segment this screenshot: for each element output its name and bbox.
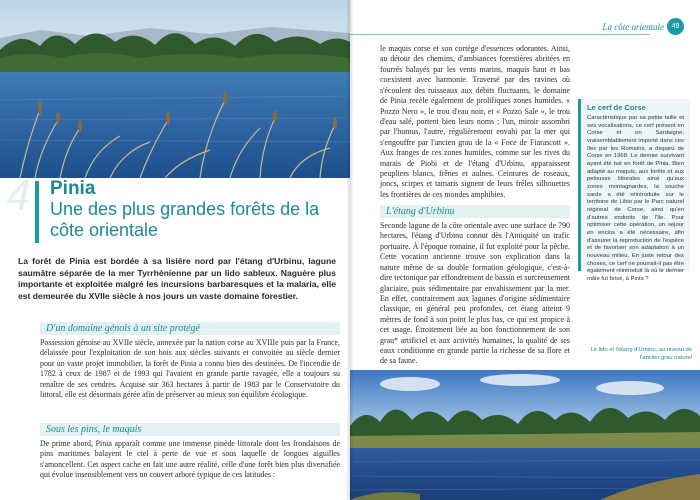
header-rule — [350, 34, 650, 35]
section-text-maquis: De prime abord, Pinia apparaît comme une immense pinède littorale dont les frondaisons de pins maritimes balayent le ciel à perte de vue et sous laquelle de longues aiguilles s'amoncellent. Cet aspect cache en fait une autre réalité, celle d'une forêt bien plus diversifiée qui évolue insensiblement vers un couvert arboré typique de ces latitudes : — [40, 439, 340, 480]
section-heading-urbinu: L'étang d'Urbinu — [380, 205, 570, 218]
sidebar-box-corsican-deer — [578, 99, 690, 283]
section-text-genoese: Possession génoise au XVIIe siècle, annexée par la nation corse au XVIIIe puis par la France, délaissée pour l'exploitation de son bois aux siècles suivants et convoitée au siècle dernier pour un vaste projet immobilier, la forêt de Pinia a connu bien des destinées. De l'incendie de 1782 à ceux de 1987 et de 1993 qui l'avaient en grande partie ravagée, elle a toujours su renaître de ses cendres. Acquise sur 363 hectares à partir de 1983 par le Conservatoire du littoral, elle est désormais gérée afin de préserver au mieux son équilibre écologique. — [40, 338, 340, 400]
sidebar-title: Le cerf de Corse — [587, 103, 646, 112]
section-heading-genoese: D'un domaine génois à un site protégé — [40, 322, 340, 335]
chapter-title: Pinia — [50, 178, 96, 199]
pond-trees-photo — [350, 370, 700, 500]
intro-paragraph: La forêt de Pinia est bordée à sa lisière nord par l'étang d'Urbinu, lagune saumâtre séparée de la mer Tyrrhénienne par un lido sableux. Naguère plus importante et exploitée malgré les incursions barbaresques et la malaria, elle est demeurée du XVIIe siècle à nos jours un vaste domaine forestier. — [18, 256, 336, 301]
text-maquis-continued: le maquis corse et son cortège d'essences odorantes. Ainsi, au détour des chemins, d'ambiances forestières abritées en fourrés balayés par les vents marins, maquis haut et bas coexistent avec harmonie. Traversé par des ravines où s'écoulent des ruisseaux aux débits fluctuants, le domaine de Pinia recèle également de prolifiques zones humides. « Pozzo Nero », le trou d'eau noir, et « Pozzo Sale », le trou d'eau salé, portent bien leurs noms ; l'un, miroir assombri par l'humus, l'autre, régulièrement envahi par la mer qui s'engouffre par l'ancien grau de la « Foce de Fiarascott ». Aux franges de ces zones humides, comme sur les rives du marais de Piobi et de l'étang d'Urbinu, apparaissent peupliers blancs, frênes et aulnes. Ceintures de roseaux, joncs, scirpes et tamaris signent de leurs frêles silhouettes les frontières de ces mondes amphibies. — [380, 44, 570, 199]
right-page — [350, 0, 700, 500]
chapter-number: 4 — [6, 171, 31, 220]
chapter-subtitle: Une des plus grandes forêts de la côte orientale — [50, 199, 320, 240]
lake-reeds-photo — [0, 0, 350, 178]
chapter-title-block — [0, 171, 350, 248]
page-number: 49 — [667, 18, 684, 35]
photo-caption: Le lido et l'étang d'Urbinu, au niveau de l'ancien grau naturel — [590, 347, 692, 361]
running-head: La côte orientale — [602, 22, 664, 32]
title-accent-bar — [35, 181, 39, 243]
section-heading-maquis: Sous les pins, le maquis — [40, 423, 340, 436]
section-text-urbinu: Seconde lagune de la côte orientale avec une surface de 790 hectares, l'étang d'Urbinu connut dès l'Antiquité un trafic portuaire. À l'époque romaine, il fut exploité pour la pêche. Cette vocation ancienne trouve son explication dans la nature même de sa double formation géologique, c'est-à-dire tectonique par effondrement de bassin et surcreusement glaciaire, puis sédimentaire par envahissement par la mer. En effet, contrairement aux lagunes d'origine sédimentaire classique, en général peu profondes, cet étang atteint 9 mètres de fond à son point le plus bas, ce qui est propice à cet usage. Étroitement liée au bon fonctionnement de son grau* artificiel et aux activités humaines, la qualité de ses eaux conditionne en grande partie la richesse de sa flore et de sa faune. — [380, 221, 570, 366]
sidebar-text: Caractéristique par sa petite taille et ses vocalisations, ce cerf présent en Corse et en Sardaigne, vraisemblablement importé dans ces îles par les Romains, a disparu de Corse en 1968. Le dernier survivant ayant été tué en forêt de Pinia. Bien adapté au maquis, aux forêts et aux pelouses littorales ainsi qu'aux zones montagnardes, la souche sarde a été réintroduite sur le territoire de Libio par le Parc naturel régional de Corse, ainsi qu'en d'autres endroits de l'île. Pour optimiser cette opération, un séjour en enclos a été nécessaire, afin d'assurer la reproduction de l'espèce et de favoriser son adaptation à un nouveau milieu. En juste retour des choses, ce cerf ne pourrait-il pas être également réintroduit là où le dernier mâle fut brisé, à Pinia ? — [587, 115, 684, 283]
